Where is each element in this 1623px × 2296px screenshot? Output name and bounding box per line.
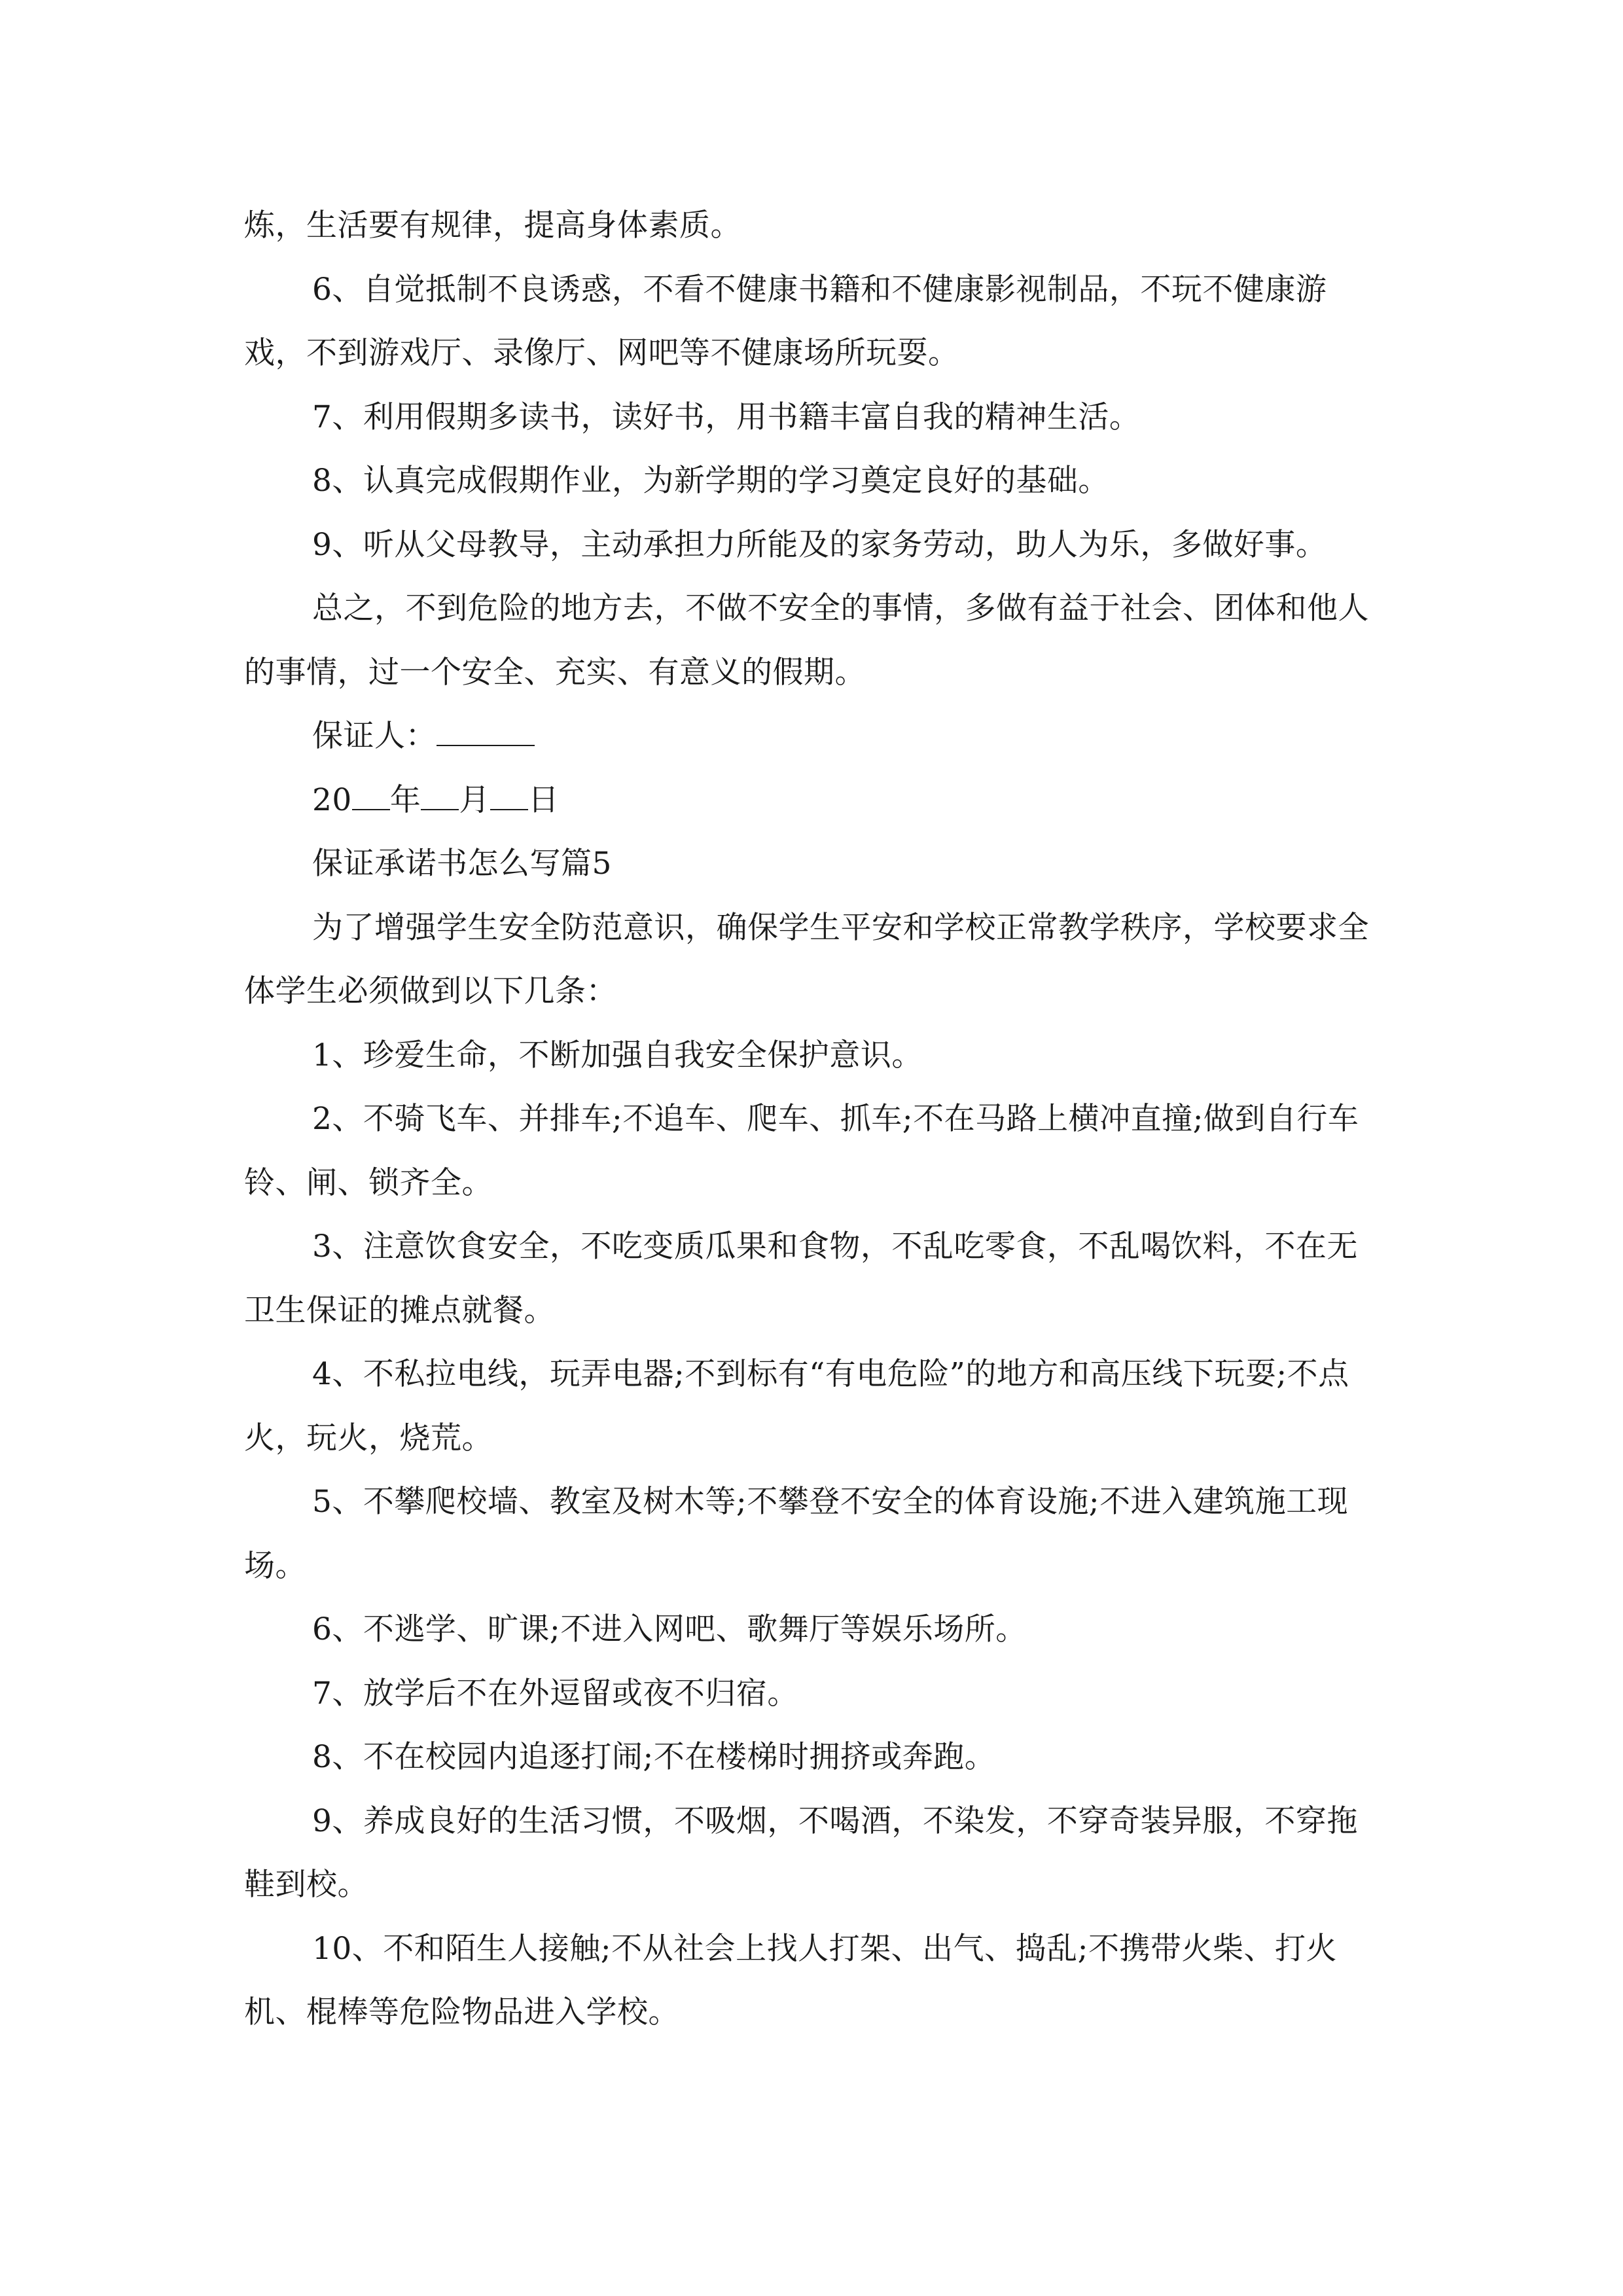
month-blank xyxy=(421,781,459,810)
date-year-label: 年 xyxy=(389,781,421,818)
rule-item-6: 6、不逃学、旷课;不进入网吧、歌舞厅等娱乐场所。 xyxy=(312,1611,1027,1647)
date-day-label: 日 xyxy=(527,781,560,818)
guarantor-blank xyxy=(437,717,535,746)
list-item-6: 6、自觉抵制不良诱惑，不看不健康书籍和不健康影视制品，不玩不健康游戏，不到游戏厅、录像厅、网吧等不健康场所玩耍。 xyxy=(244,271,1327,371)
date-line xyxy=(244,768,1380,833)
date-month-label: 月 xyxy=(459,781,490,818)
guarantor-label: 保证人： xyxy=(312,718,437,754)
summary-paragraph: 总之，不到危险的地方去，不做不安全的事情，多做有益于社会、团体和他人的事情，过一个安全、充实、有意义的假期。 xyxy=(244,590,1369,691)
year-blank xyxy=(352,781,390,810)
rule-item-2: 2、不骑飞车、并排车;不追车、爬车、抓车;不在马路上横冲直撞;做到自行车铃、闸、锁齐全。 xyxy=(244,1101,1359,1201)
section-title: 保证承诺书怎么写篇5 xyxy=(312,846,612,882)
rule-item-7: 7、放学后不在外逗留或夜不归宿。 xyxy=(312,1675,798,1712)
rule-item-9: 9、养成良好的生活习惯，不吸烟，不喝酒，不染发，不穿奇装异服，不穿拖鞋到校。 xyxy=(244,1803,1358,1903)
date-prefix: 20 xyxy=(312,781,352,818)
rule-item-3: 3、注意饮食安全，不吃变质瓜果和食物，不乱吃零食，不乱喝饮料，不在无卫生保证的摊点就餐。 xyxy=(244,1229,1358,1329)
rule-item-1: 1、珍爱生命，不断加强自我安全保护意识。 xyxy=(312,1037,923,1073)
rule-item-5: 5、不攀爬校墙、教室及树木等;不攀登不安全的体育设施;不进入建筑施工现场。 xyxy=(244,1484,1349,1584)
paragraph: 炼，生活要有规律，提高身体素质。 xyxy=(244,207,741,243)
rule-item-8: 8、不在校园内追逐打闹;不在楼梯时拥挤或奔跑。 xyxy=(312,1739,996,1775)
rule-item-10: 10、不和陌生人接触;不从社会上找人打架、出气、捣乱;不携带火柴、打火机、棍棒等危险物品进入学校。 xyxy=(244,1930,1337,2030)
intro-paragraph: 为了增强学生安全防范意识，确保学生平安和学校正常教学秩序，学校要求全体学生必须做到以下几条： xyxy=(244,909,1369,1009)
document-body xyxy=(244,194,1380,2045)
guarantor-line xyxy=(244,704,1380,768)
list-item-8: 8、认真完成假期作业，为新学期的学习奠定良好的基础。 xyxy=(312,463,1109,499)
list-item-7: 7、利用假期多读书，读好书，用书籍丰富自我的精神生活。 xyxy=(312,399,1141,435)
rule-item-4: 4、不私拉电线，玩弄电器;不到标有“有电危险”的地方和高压线下玩耍;不点火，玩火，烧荒。 xyxy=(244,1356,1349,1456)
list-item-9: 9、听从父母教导，主动承担力所能及的家务劳动，助人为乐，多做好事。 xyxy=(312,526,1327,563)
day-blank xyxy=(490,781,528,810)
